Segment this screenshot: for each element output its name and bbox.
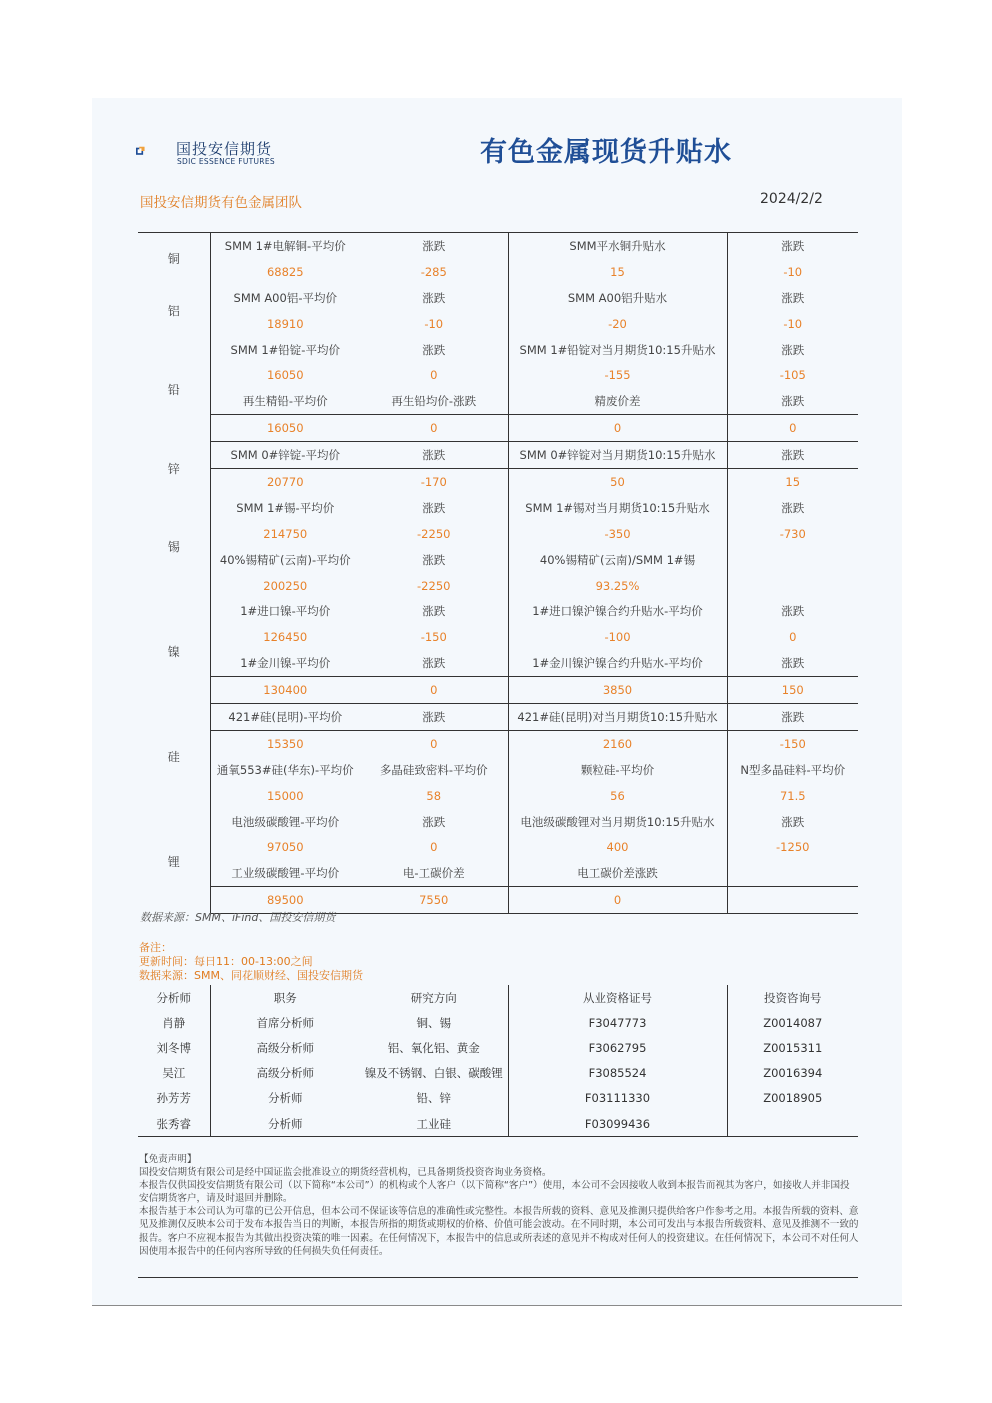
table-cell: 涨跌 — [727, 650, 858, 676]
page-title: 有色金属现货升贴水 — [480, 137, 732, 168]
logo-cn: 国投安信期货 — [176, 140, 273, 158]
table-cell: 1#进口镍沪镍合约升贴水-平均价 — [508, 598, 727, 624]
table-cell: 15 — [508, 259, 727, 285]
metal-label: 铜 — [138, 233, 210, 285]
column-header: 职务 — [273, 990, 297, 1005]
table-cell: -170 — [360, 469, 508, 495]
table-row — [138, 834, 858, 860]
table-cell: 高级分析师 — [256, 1040, 314, 1055]
table-cell: 电-工碳价差 — [360, 860, 508, 886]
metal-label: 铅 — [138, 337, 210, 442]
table-cell: SMM 1#铅锭对当月期货10:15升贴水 — [508, 337, 727, 363]
table-cell: 涨跌 — [360, 704, 508, 731]
remark-label: 备注： — [139, 941, 172, 954]
table-cell: 89500 — [210, 887, 360, 914]
column-header: 分析师 — [138, 985, 210, 1010]
table-row — [138, 730, 858, 756]
table-cell: -150 — [360, 624, 508, 650]
table-row — [138, 757, 858, 783]
table-cell: 镍及不锈钢、白银、碳酸锂 — [360, 1061, 508, 1086]
table-row — [138, 521, 858, 547]
table-row — [138, 362, 858, 388]
table-cell: 0 — [360, 362, 508, 388]
table-cell: 工业级碳酸锂-平均价 — [210, 860, 360, 886]
table-row — [138, 415, 858, 442]
table-cell: -730 — [779, 526, 806, 541]
table-row — [138, 233, 858, 259]
table-cell: 分析师 — [210, 1111, 360, 1137]
table-row — [138, 677, 858, 704]
table-cell: 铜、锡 — [360, 1010, 508, 1035]
data-source-2: 数据来源：SMM、同花顺财经、国投安信期货 — [139, 969, 363, 982]
table-row — [138, 388, 858, 414]
table-cell: 16050 — [266, 368, 304, 383]
table-cell: 孙芳芳 — [138, 1086, 210, 1111]
table-cell: 1#金川镍沪镍合约升贴水-平均价 — [508, 650, 727, 676]
table-cell: -20 — [508, 311, 727, 337]
table-row — [138, 650, 858, 676]
table-cell: 71.5 — [779, 788, 806, 803]
table-row — [138, 469, 858, 495]
table-cell: 68825 — [266, 264, 304, 279]
table-cell: 涨跌 — [360, 809, 508, 835]
company-logo-icon — [136, 133, 174, 169]
table-cell: 吴江 — [138, 1061, 210, 1086]
table-cell: 多晶硅致密料-平均价 — [360, 757, 508, 783]
table-cell: SMM 1#锡-平均价 — [236, 500, 335, 515]
disclaimer-paragraph: 本报告仅供国投安信期货有限公司（以下简称“本公司”）的机构或个人客户（以下简称“客户”）使用，本公司不会因接收人收到本报告而视其为客户，如接收人并非国投安信期货客户，请及时退回并删除。 — [139, 1180, 850, 1205]
table-cell: 涨跌 — [360, 233, 508, 259]
table-cell: 首席分析师 — [256, 1015, 314, 1030]
table-cell: 40%锡精矿(云南)/SMM 1#锡 — [508, 547, 727, 573]
table-cell: 0 — [508, 887, 727, 914]
table-cell: 涨跌 — [781, 342, 805, 357]
table-cell: SMM A00铝升贴水 — [508, 285, 727, 311]
column-header: 投资咨询号 — [764, 990, 822, 1005]
table-cell: 涨跌 — [727, 442, 858, 469]
table-row — [138, 573, 858, 599]
table-row — [138, 1035, 858, 1060]
table-cell: -10 — [783, 316, 803, 331]
table-cell: 刘冬博 — [138, 1035, 210, 1060]
table-row — [138, 495, 858, 521]
analyst-table — [138, 985, 858, 1137]
table-cell: SMM 0#锌锭对当月期货10:15升贴水 — [508, 442, 727, 469]
table-cell: 精废价差 — [508, 388, 727, 414]
table-cell: -105 — [779, 368, 806, 383]
table-header-row — [138, 985, 858, 1010]
premium-table — [138, 232, 858, 914]
table-cell: 214750 — [263, 526, 308, 541]
table-cell: 421#硅(昆明)-平均价 — [210, 704, 360, 731]
table-cell: 涨跌 — [727, 233, 858, 259]
table-cell: SMM 1#电解铜-平均价 — [210, 233, 360, 259]
divider — [138, 1277, 858, 1278]
table-row — [138, 1111, 858, 1137]
table-row — [138, 1086, 858, 1111]
table-cell: 150 — [727, 677, 858, 704]
table-cell: F03111330 — [508, 1086, 727, 1111]
table-cell: 2160 — [508, 730, 727, 756]
table-cell — [727, 887, 858, 914]
table-cell: 涨跌 — [360, 650, 508, 676]
table-cell: -2250 — [360, 573, 508, 599]
metal-label: 锂 — [138, 809, 210, 914]
table-cell: 20770 — [266, 474, 304, 489]
table-cell: 再生铅均价-涨跌 — [360, 388, 508, 414]
table-cell: SMM A00铝-平均价 — [233, 290, 337, 305]
table-cell: 7550 — [360, 887, 508, 914]
table-cell: -1250 — [776, 840, 810, 855]
table-cell: -350 — [508, 521, 727, 547]
metal-label: 锌 — [138, 442, 210, 495]
table-cell: 40%锡精矿(云南)-平均价 — [219, 552, 351, 567]
table-cell: 肖静 — [138, 1010, 210, 1035]
disclaimer-paragraph: 国投安信期货有限公司是经中国证监会批准设立的期货经营机构，已具备期货投资咨询业务资格。 — [139, 1167, 552, 1179]
table-cell: 97050 — [266, 840, 304, 855]
table-row — [138, 704, 858, 731]
table-cell: F03099436 — [508, 1111, 727, 1137]
table-cell: 高级分析师 — [256, 1066, 314, 1081]
table-cell: 50 — [508, 469, 727, 495]
table-cell: 张秀睿 — [138, 1111, 210, 1137]
table-cell: 涨跌 — [360, 598, 508, 624]
table-cell: F3047773 — [508, 1010, 727, 1035]
table-cell: -10 — [783, 264, 803, 279]
report-date: 2024/2/2 — [760, 191, 823, 207]
table-cell: 涨跌 — [360, 442, 508, 469]
table-cell: 颗粒硅-平均价 — [508, 757, 727, 783]
table-cell: Z0016394 — [763, 1066, 823, 1081]
disclaimer-title: 【免责声明】 — [139, 1154, 197, 1165]
table-cell: 16050 — [210, 415, 360, 442]
table-cell: 涨跌 — [781, 290, 805, 305]
table-cell: 涨跌 — [781, 604, 805, 619]
table-cell: 涨跌 — [727, 388, 858, 414]
table-row — [138, 259, 858, 285]
table-cell: -2250 — [360, 521, 508, 547]
table-cell — [727, 573, 858, 599]
table-cell: 涨跌 — [781, 814, 805, 829]
metal-label: 锡 — [138, 495, 210, 599]
table-row — [138, 809, 858, 835]
table-cell: 400 — [508, 834, 727, 860]
table-cell: 0 — [727, 415, 858, 442]
table-cell: F3085524 — [508, 1061, 727, 1086]
table-cell: -10 — [360, 311, 508, 337]
disclaimer — [139, 1153, 859, 1258]
table-cell: SMM平水铜升贴水 — [508, 233, 727, 259]
table-cell: 0 — [360, 834, 508, 860]
metal-label: 镍 — [138, 598, 210, 703]
table-cell: -155 — [508, 362, 727, 388]
table-cell: 3850 — [508, 677, 727, 704]
table-cell: 56 — [508, 783, 727, 809]
table-cell: 分析师 — [268, 1091, 303, 1106]
table-cell: 电工碳价差涨跌 — [508, 860, 727, 886]
table-cell: Z0015311 — [763, 1040, 823, 1055]
table-row — [138, 285, 858, 311]
update-time: 更新时间：每日11：00-13:00之间 — [139, 955, 313, 968]
table-cell: 0 — [360, 677, 508, 704]
table-cell — [727, 547, 858, 573]
table-row — [138, 783, 858, 809]
disclaimer-paragraph: 本报告基于本公司认为可靠的已公开信息，但本公司不保证该等信息的准确性或完整性。本报告所载的资料、意见及推测只提供给客户作参考之用。本报告所载的资料、意见及推测仅反映本公司于发布本报告当日的判断，本报告所指的期货或期权的价格、价值可能会波动。在不同时期，本公司可发出与本报告所载资料、意见及推测不一致的报告。客户不应视本报告为其做出投资决策的唯一因素。在任何情况下，本报告中的信息或所表述的意见并不构成对任何人的投资建议。在任何情况下，本公司不对任何人因使用本报告中的任何内容所导致的任何损失负任何责任。 — [139, 1206, 859, 1257]
table-row — [138, 860, 858, 886]
table-cell: SMM 0#锌锭-平均价 — [210, 442, 360, 469]
table-cell: 15350 — [266, 736, 304, 751]
table-cell: SMM 1#铅锭-平均价 — [230, 342, 340, 357]
table-cell: 421#硅(昆明)对当月期货10:15升贴水 — [508, 704, 727, 731]
table-cell: Z0014087 — [763, 1015, 823, 1030]
table-cell: 15 — [785, 474, 801, 489]
table-cell: 0 — [508, 415, 727, 442]
table-cell: 200250 — [263, 578, 308, 593]
table-cell: 15000 — [266, 788, 304, 803]
table-cell: Z0018905 — [763, 1091, 823, 1106]
table-cell: 工业硅 — [360, 1111, 508, 1137]
table-cell: 0 — [789, 630, 797, 645]
table-row — [138, 547, 858, 573]
table-cell: 1#金川镍-平均价 — [210, 650, 360, 676]
table-cell: 0 — [360, 415, 508, 442]
table-row — [138, 337, 858, 363]
table-cell: 涨跌 — [360, 285, 508, 311]
table-cell: SMM 1#锡对当月期货10:15升贴水 — [508, 495, 727, 521]
table-cell: 0 — [360, 730, 508, 756]
table-row — [138, 1061, 858, 1086]
table-row — [138, 1010, 858, 1035]
table-cell: F3062795 — [508, 1035, 727, 1060]
table-cell: 通氧553#硅(华东)-平均价 — [216, 762, 354, 777]
table-cell — [727, 1111, 858, 1137]
metal-label: 硅 — [138, 704, 210, 809]
logo-en: SDIC ESSENCE FUTURES — [177, 157, 275, 166]
table-cell: -285 — [360, 259, 508, 285]
table-cell: 涨跌 — [360, 495, 508, 521]
team-name: 国投安信期货有色金属团队 — [140, 195, 302, 211]
table-cell: -150 — [779, 736, 806, 751]
table-cell: 电池级碳酸锂-平均价 — [231, 814, 340, 829]
table-cell: 涨跌 — [360, 337, 508, 363]
table-cell: 涨跌 — [727, 704, 858, 731]
table-cell: 涨跌 — [781, 500, 805, 515]
table-cell: 93.25% — [508, 573, 727, 599]
table-cell: 电池级碳酸锂对当月期货10:15升贴水 — [508, 809, 727, 835]
column-header: 研究方向 — [360, 985, 508, 1010]
table-row — [138, 442, 858, 469]
table-cell — [727, 860, 858, 886]
table-cell: 涨跌 — [360, 547, 508, 573]
table-row — [138, 311, 858, 337]
table-row — [138, 624, 858, 650]
table-cell: 58 — [360, 783, 508, 809]
table-cell: -100 — [508, 624, 727, 650]
table-cell: 铝、氧化铝、黄金 — [360, 1035, 508, 1060]
table-cell: N型多晶硅料-平均价 — [740, 762, 846, 777]
metal-label: 铝 — [138, 285, 210, 337]
table-cell: 1#进口镍-平均价 — [240, 604, 331, 619]
table-cell: 18910 — [266, 316, 304, 331]
table-row — [138, 598, 858, 624]
table-cell: 再生精铅-平均价 — [210, 388, 360, 414]
table-cell: 130400 — [210, 677, 360, 704]
column-header: 从业资格证号 — [508, 985, 727, 1010]
table-cell: 铅、锌 — [360, 1086, 508, 1111]
data-source: 数据来源：SMM、iFind、国投安信期货 — [140, 911, 336, 924]
table-cell: 126450 — [263, 630, 308, 645]
